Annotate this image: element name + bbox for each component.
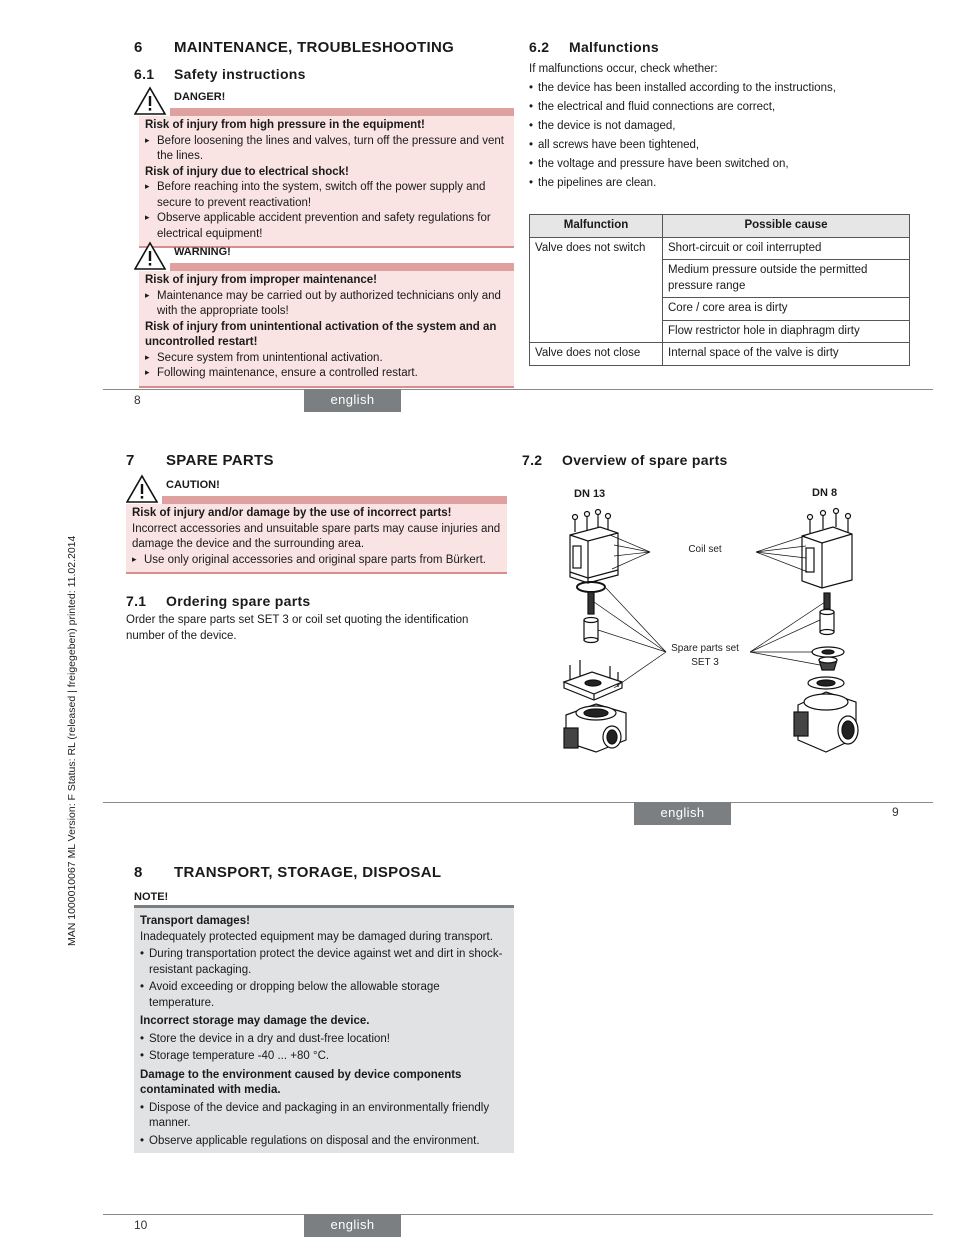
note-item: • Store the device in a dry and dust-free location!: [140, 1032, 508, 1048]
table-cell-malfunction: Valve does not close: [530, 343, 663, 366]
section-8-heading: [134, 863, 441, 883]
note-item: • Dispose of the device and packaging in an environmentally friendly manner.: [140, 1101, 508, 1132]
checklist-item: • the voltage and pressure have been switched on,: [529, 155, 919, 174]
note-heading-2: Incorrect storage may damage the device.: [140, 1015, 370, 1027]
section-number: 6: [134, 39, 143, 56]
section-number: 7: [126, 452, 135, 469]
subsection-number: 7.2: [522, 452, 543, 468]
checklist-intro: If malfunctions occur, check whether:: [529, 63, 718, 75]
page-divider: [103, 1214, 933, 1215]
note-item: • Storage temperature -40 ... +80 °C.: [140, 1049, 508, 1065]
warning-item-3: ▸ Following maintenance, ensure a controlled restart.: [145, 366, 508, 382]
warning-triangle-icon: [126, 474, 162, 504]
table-cell-cause: Core / core area is dirty: [663, 298, 910, 321]
table-row: [530, 237, 910, 260]
subsection-title: Malfunctions: [569, 39, 659, 55]
warning-triangle-icon: [134, 86, 170, 116]
table-cell-cause: Flow restrictor hole in diaphragm dirty: [663, 320, 910, 343]
dn8-core: [820, 610, 834, 635]
caution-label: CAUTION!: [166, 479, 220, 492]
dn8-label: DN 8: [812, 487, 838, 499]
exploded-view-drawing: [530, 480, 910, 770]
dn8-diaphragm: [812, 647, 844, 670]
subsection-number: 6.2: [529, 39, 550, 55]
danger-heading-1: Risk of injury from high pressure in the equipment!: [145, 119, 425, 131]
page-number: 9: [892, 805, 899, 819]
leader-lines: [594, 535, 825, 688]
warning-item-1: ▸ Maintenance may be carried out by authorized technicians only and with the appropriate tools!: [145, 289, 508, 320]
note-box: [134, 905, 514, 1153]
note-item: • Observe applicable regulations on disposal and the environment.: [140, 1134, 508, 1150]
warning-item-2: ▸ Secure system from unintentional activation.: [145, 351, 508, 367]
dn13-spring: [588, 592, 594, 614]
table-cell-cause: Short-circuit or coil interrupted: [663, 237, 910, 260]
dn8-coil: [802, 509, 852, 589]
caution-text: Incorrect accessories and unsuitable spare parts may cause injuries and damage the device and the surrounding area.: [132, 522, 501, 551]
section-title: TRANSPORT, STORAGE, DISPOSAL: [174, 864, 442, 881]
table-cell-cause: Internal space of the valve is dirty: [663, 343, 910, 366]
language-tab: english: [634, 802, 731, 825]
dn13-cover-plate: [564, 660, 622, 700]
dn13-valve-body: [564, 704, 626, 752]
checklist-item: • the electrical and fluid connections are correct,: [529, 98, 919, 117]
checklist-item: • all screws have been tightened,: [529, 136, 919, 155]
danger-notice: [134, 86, 514, 248]
danger-label: DANGER!: [174, 91, 226, 104]
warning-heading-1: Risk of injury from improper maintenance!: [145, 274, 377, 286]
subsection-6-1-heading: [134, 65, 306, 84]
table-header-malfunction: Malfunction: [530, 215, 663, 238]
caution-notice: [126, 474, 507, 574]
subsection-number: 7.1: [126, 593, 147, 609]
section-6-heading: [134, 38, 454, 58]
subsection-title: Safety instructions: [174, 66, 306, 82]
danger-item-2: ▸ Before reaching into the system, switch off the power supply and secure to prevent reactivation!: [145, 180, 508, 211]
coil-set-label: Coil set: [688, 544, 722, 555]
warning-heading-2: Risk of injury from unintentional activation of the system and an uncontrolled restart!: [145, 320, 497, 349]
page-number: 10: [134, 1218, 148, 1232]
section-7-heading: [126, 451, 274, 471]
language-tab: english: [304, 1214, 401, 1237]
danger-item-3: ▸ Observe applicable accident prevention and safety regulations for electrical equipment!: [145, 211, 508, 242]
spare-parts-set-label-line2: SET 3: [691, 656, 719, 668]
subsection-number: 6.1: [134, 66, 155, 82]
malfunction-checklist: [529, 60, 919, 193]
ordering-text: Order the spare parts set SET 3 or coil set quoting the identification number of the device.: [126, 614, 469, 642]
danger-item-1: ▸ Before loosening the lines and valves, turn off the pressure and vent the lines.: [145, 134, 508, 165]
dn13-label: DN 13: [574, 488, 606, 500]
subsection-6-2-heading: [529, 38, 659, 57]
note-heading-1: Transport damages!: [140, 915, 250, 927]
note-text-1: Inadequately protected equipment may be damaged during transport.: [140, 930, 493, 943]
note-heading-3: Damage to the environment caused by device components contaminated with media.: [140, 1068, 462, 1096]
subsection-title: Overview of spare parts: [562, 452, 728, 468]
table-header-cause: Possible cause: [663, 215, 910, 238]
malfunction-table: [529, 214, 910, 366]
section-number: 8: [134, 864, 143, 881]
note-label: NOTE!: [134, 891, 169, 903]
caution-heading: Risk of injury and/or damage by the use of incorrect parts!: [132, 507, 452, 519]
section-title: SPARE PARTS: [166, 452, 274, 469]
table-row: [530, 343, 910, 366]
warning-notice: [134, 241, 514, 388]
warning-label: WARNING!: [174, 246, 231, 259]
checklist-item: • the device is not damaged,: [529, 117, 919, 136]
checklist-item: • the device has been installed according to the instructions,: [529, 79, 919, 98]
checklist-item: • the pipelines are clean.: [529, 174, 919, 193]
caution-item: ▸ Use only original accessories and original spare parts from Bürkert.: [132, 553, 501, 569]
spare-parts-set-label-line1: Spare parts set: [671, 643, 739, 654]
subsection-7-2-heading: [522, 451, 728, 470]
table-cell-malfunction: Valve does not switch: [530, 237, 663, 343]
page-divider: [103, 802, 933, 803]
page-number: 8: [134, 393, 141, 407]
document-status-sidebar: MAN 1000010067 ML Version: F Status: RL (released | freigegeben) printed: 11.02.2014: [66, 535, 78, 946]
dn13-coil: [570, 510, 618, 584]
dn13-core: [584, 618, 598, 643]
section-title: MAINTENANCE, TROUBLESHOOTING: [174, 39, 455, 56]
danger-heading-2: Risk of injury due to electrical shock!: [145, 165, 349, 178]
language-tab: english: [304, 389, 401, 412]
note-item: • During transportation protect the device against wet and dirt in shock-resistant packaging.: [140, 947, 508, 978]
subsection-7-1-heading: [126, 592, 311, 611]
warning-triangle-icon: [134, 241, 170, 271]
spare-parts-figure: [530, 480, 910, 770]
subsection-title: Ordering spare parts: [166, 593, 311, 609]
table-cell-cause: Medium pressure outside the permitted pressure range: [663, 260, 910, 298]
dn8-valve-body: [794, 677, 858, 752]
page-divider: [103, 389, 933, 390]
note-item: • Avoid exceeding or dropping below the allowable storage temperature.: [140, 980, 508, 1011]
